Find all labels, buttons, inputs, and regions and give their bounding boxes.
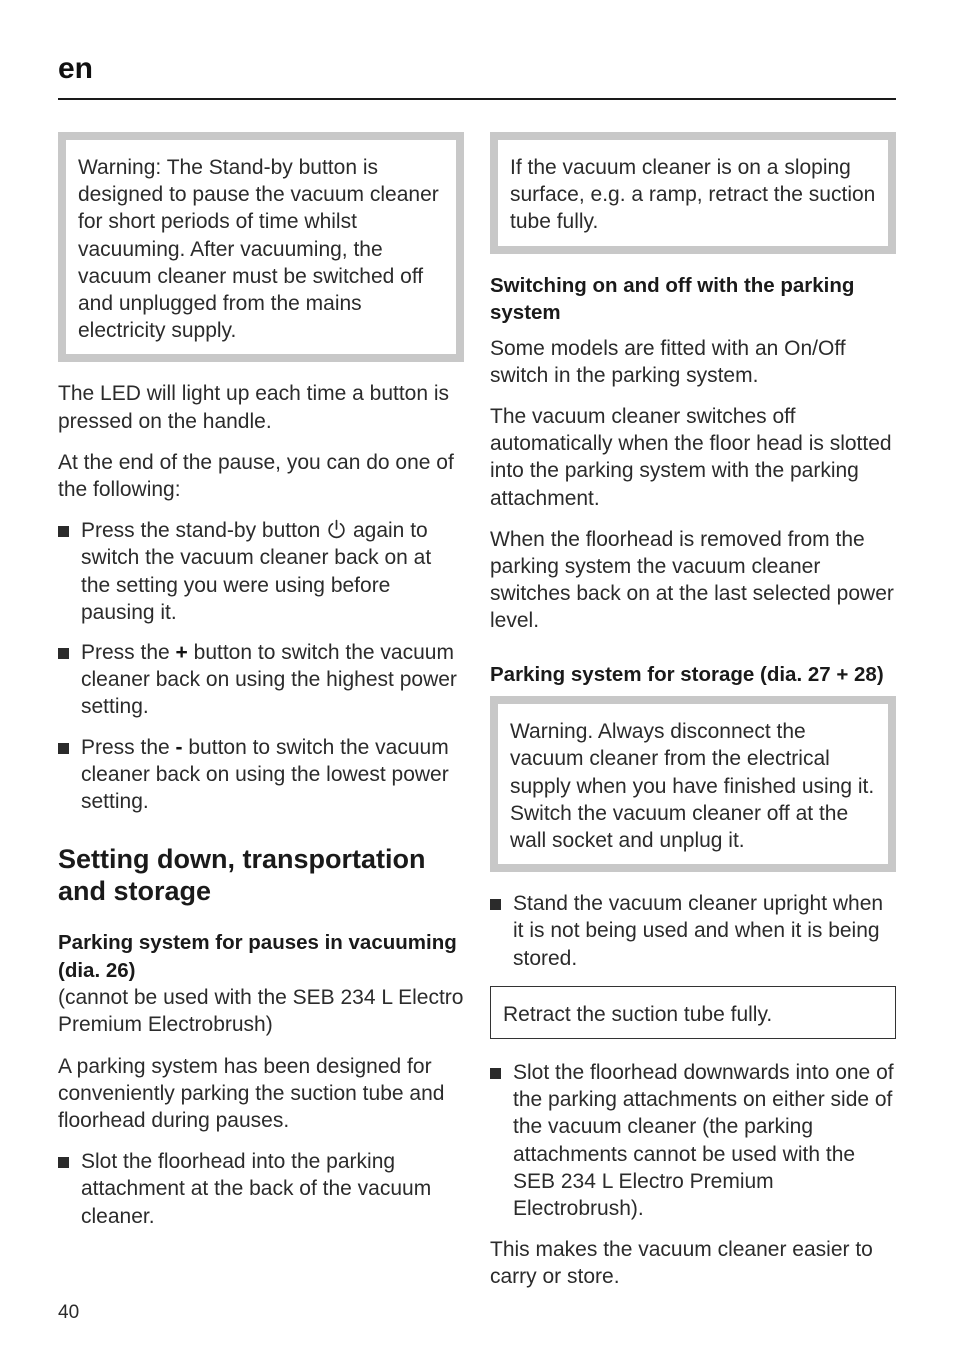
list-item-text: Slot the floorhead downwards into one of the parking attachments on either side of the vacuum cleaner (the parking attachments cannot be used with the SEB 234 L Electro Premium Electrobrush).	[513, 1060, 894, 1220]
storage-heading: Parking system for storage (dia. 27 + 28)	[490, 662, 884, 686]
parking-pauses-heading: Parking system for pauses in vacuuming (dia. 26)	[58, 931, 457, 982]
bullet-square-icon	[58, 526, 69, 537]
language-label: en	[58, 52, 94, 85]
right-column	[490, 132, 896, 1305]
list-item-text: Press the stand-by button again to switch the vacuum cleaner back on at the setting you were using before pausing it.	[81, 519, 432, 624]
disconnect-warning-box	[490, 696, 896, 872]
retract-tube-note-box	[490, 986, 896, 1039]
list-item-text: Press the + button to switch the vacuum cleaner back on using the highest power setting.	[81, 641, 457, 719]
list-item	[58, 517, 464, 626]
section-title: Setting down, transportation and storage	[58, 844, 426, 907]
list-item	[490, 890, 896, 972]
power-standby-icon	[326, 519, 347, 540]
list-item	[58, 734, 464, 816]
storage-list-2	[490, 1059, 896, 1222]
minus-symbol: -	[175, 735, 183, 759]
bullet-square-icon	[490, 899, 501, 910]
bullet-square-icon	[58, 648, 69, 659]
switch-back-on-paragraph: When the floorhead is removed from the parking system the vacuum cleaner switches back on at the last selected power level.	[490, 527, 894, 633]
easier-carry-paragraph: This makes the vacuum cleaner easier to carry or store.	[490, 1238, 873, 1289]
sloping-surface-note-text: If the vacuum cleaner is on a sloping surface, e.g. a ramp, retract the suction tube fully.	[510, 156, 876, 234]
standby-warning-text: Warning: The Stand-by button is designed to pause the vacuum cleaner for short periods of time whilst vacuuming. After vacuuming, the vacuum cleaner must be switched off and unplugged from the mains electricity supply.	[78, 156, 439, 343]
left-column	[58, 132, 464, 1244]
bullet-square-icon	[58, 1157, 69, 1168]
retract-tube-note-text: Retract the suction tube fully.	[503, 1002, 773, 1026]
switching-heading: Switching on and off with the parking system	[490, 273, 855, 325]
onoff-switch-paragraph: Some models are fitted with an On/Off switch in the parking system.	[490, 336, 846, 387]
plus-symbol: +	[175, 641, 188, 665]
storage-list-1	[490, 890, 896, 972]
list-item-text: Slot the floorhead into the parking attachment at the back of the vacuum cleaner.	[81, 1150, 432, 1228]
bullet-square-icon	[58, 743, 69, 754]
auto-off-paragraph: The vacuum cleaner switches off automatically when the floor head is slotted into the parking system with the parking attachment.	[490, 405, 892, 510]
disconnect-warning-text: Warning. Always disconnect the vacuum cleaner from the electrical supply when you have finished using it. Switch the vacuum cleaner off at the wall socket and unplug it.	[510, 720, 875, 852]
standby-warning-box	[58, 132, 464, 362]
parking-system-paragraph: A parking system has been designed for conveniently parking the suction tube and floorhead during pauses.	[58, 1054, 445, 1133]
header-divider	[58, 98, 896, 100]
list-item-text: Stand the vacuum cleaner upright when it is not being used and when it is being stored.	[513, 892, 884, 970]
parking-pauses-list	[58, 1148, 464, 1230]
pause-end-paragraph: At the end of the pause, you can do one of the following:	[58, 450, 454, 502]
led-paragraph: The LED will light up each time a button is pressed on the handle.	[58, 382, 450, 433]
bullet-square-icon	[490, 1068, 501, 1079]
list-item	[58, 1148, 464, 1230]
list-item	[490, 1059, 896, 1222]
list-item-text: Press the - button to switch the vacuum cleaner back on using the lowest power setting.	[81, 735, 449, 814]
pause-options-list	[58, 517, 464, 815]
list-item	[58, 639, 464, 721]
parking-pauses-note: (cannot be used with the SEB 234 L Electro Premium Electrobrush)	[58, 986, 464, 1037]
sloping-surface-note-box	[490, 132, 896, 254]
page-number: 40	[58, 1302, 80, 1323]
